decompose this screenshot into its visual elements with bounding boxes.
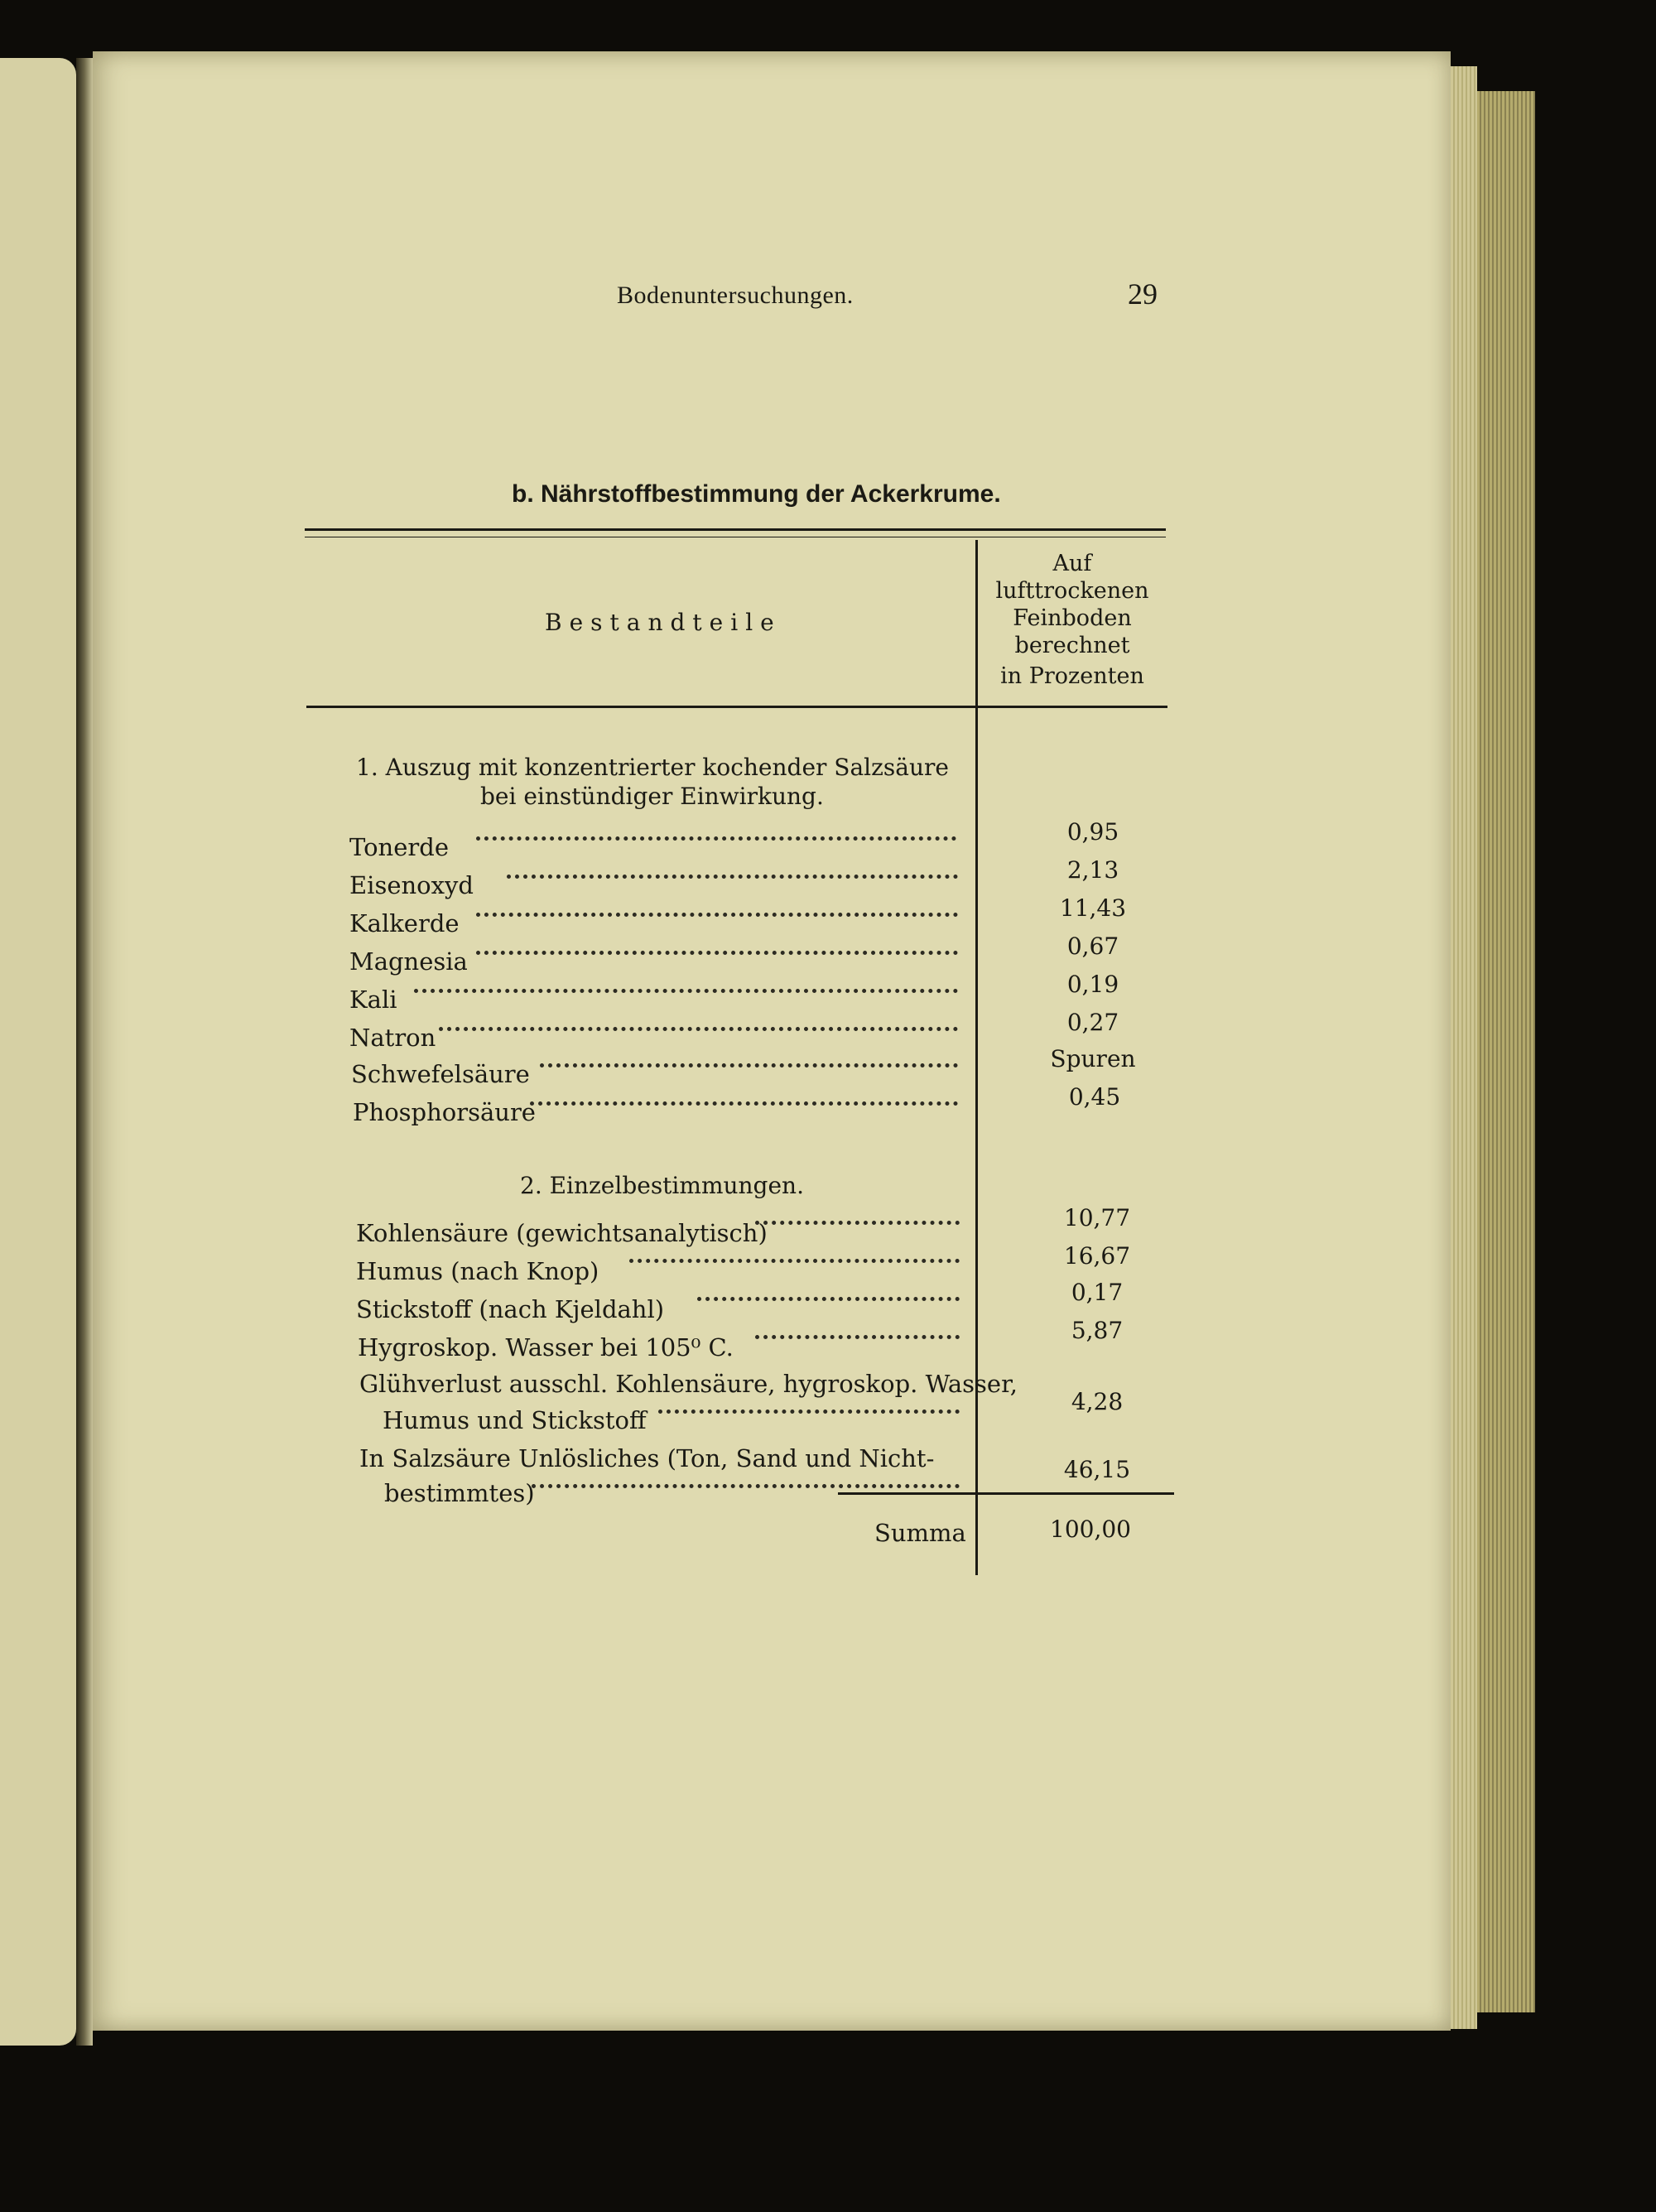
leader-dots: [532, 1484, 960, 1488]
leader-dots: [476, 913, 958, 917]
leader-dots: [476, 951, 958, 955]
col-header-line: lufttrockenen: [995, 578, 1149, 604]
row-value: 5,87: [1071, 1317, 1124, 1344]
col-header-line: Feinboden: [1013, 605, 1132, 631]
row-label: Schwefelsäure: [351, 1060, 530, 1088]
leader-dots: [476, 836, 956, 841]
row-label: Phosphorsäure: [353, 1098, 536, 1126]
row-value: 16,67: [1063, 1242, 1131, 1270]
row-label: Eisenoxyd: [349, 871, 474, 899]
row-label: Humus (nach Knop): [356, 1257, 599, 1285]
leader-dots: [658, 1410, 960, 1414]
leader-dots: [697, 1297, 960, 1301]
row-value: 0,95: [1066, 818, 1119, 846]
row-value: 0,27: [1066, 1009, 1119, 1036]
row-value: 0,19: [1066, 971, 1119, 998]
section1-heading-line2: bei einstündiger Einwirkung.: [480, 783, 824, 810]
book-gutter: [76, 58, 93, 2046]
row-label: Tonerde: [349, 833, 449, 861]
sum-rule: [838, 1492, 1174, 1495]
leader-dots: [755, 1335, 960, 1339]
column-divider: [975, 540, 978, 1575]
row-value: 10,77: [1063, 1204, 1131, 1231]
row-label: Stickstoff (nach Kjeldahl): [356, 1295, 665, 1323]
row-value: 11,43: [1059, 894, 1127, 922]
row-label: Natron: [349, 1024, 436, 1052]
header-bottom-rule: [306, 706, 1167, 708]
section-title: b. Nährstoffbestimmung der Ackerkrume.: [512, 480, 1001, 508]
col-header-line: berechnet: [1014, 633, 1130, 658]
row-value: Spuren: [1050, 1045, 1136, 1072]
row-label: Magnesia: [349, 947, 468, 976]
leader-dots: [507, 875, 958, 879]
page-number: 29: [1128, 277, 1158, 311]
row-value: 4,28: [1071, 1388, 1124, 1415]
leader-dots: [414, 989, 958, 993]
col-header-line: Auf: [1052, 551, 1092, 576]
running-head: Bodenuntersuchungen.: [617, 282, 854, 309]
row-label: Kohlensäure (gewichtsanalytisch): [356, 1219, 768, 1247]
book-block-edge: [1477, 91, 1535, 2012]
leader-dots: [629, 1259, 960, 1263]
sum-label: Summa: [874, 1519, 966, 1547]
sum-value: 100,00: [1050, 1516, 1131, 1543]
leader-dots: [755, 1221, 960, 1225]
page-stack-edge: [1451, 66, 1477, 2029]
row-value: 0,17: [1071, 1279, 1124, 1306]
row-label: Kali: [349, 986, 397, 1014]
row-value: 0,45: [1068, 1083, 1121, 1111]
left-page-edge: [0, 58, 76, 2046]
row-value: 0,67: [1066, 933, 1119, 960]
col-header-bestandteile: Bestandteile: [545, 609, 782, 636]
row-label: Glühverlust ausschl. Kohlensäure, hygroskop. Wasser,: [359, 1370, 1018, 1398]
table-top-rule: [305, 528, 1166, 531]
row-label: Kalkerde: [349, 909, 460, 937]
row-label-cont: bestimmtes): [384, 1479, 535, 1507]
row-value: 2,13: [1066, 856, 1119, 884]
leader-dots: [439, 1027, 958, 1031]
row-label: Hygroskop. Wasser bei 105⁰ C.: [358, 1333, 734, 1361]
section2-heading: 2. Einzelbestimmungen.: [520, 1172, 804, 1199]
row-label-cont: Humus und Stickstoff: [383, 1406, 647, 1434]
row-value: 46,15: [1063, 1456, 1131, 1483]
col-header-line: in Prozenten: [1000, 663, 1144, 689]
section1-heading: 1. Auszug mit konzentrierter kochender Salzsäure: [356, 754, 949, 781]
col-header-percent: [981, 550, 1163, 690]
book-page: [93, 51, 1451, 2031]
leader-dots: [530, 1101, 958, 1106]
leader-dots: [540, 1063, 958, 1067]
row-label: In Salzsäure Unlösliches (Ton, Sand und Nicht-: [359, 1444, 935, 1472]
